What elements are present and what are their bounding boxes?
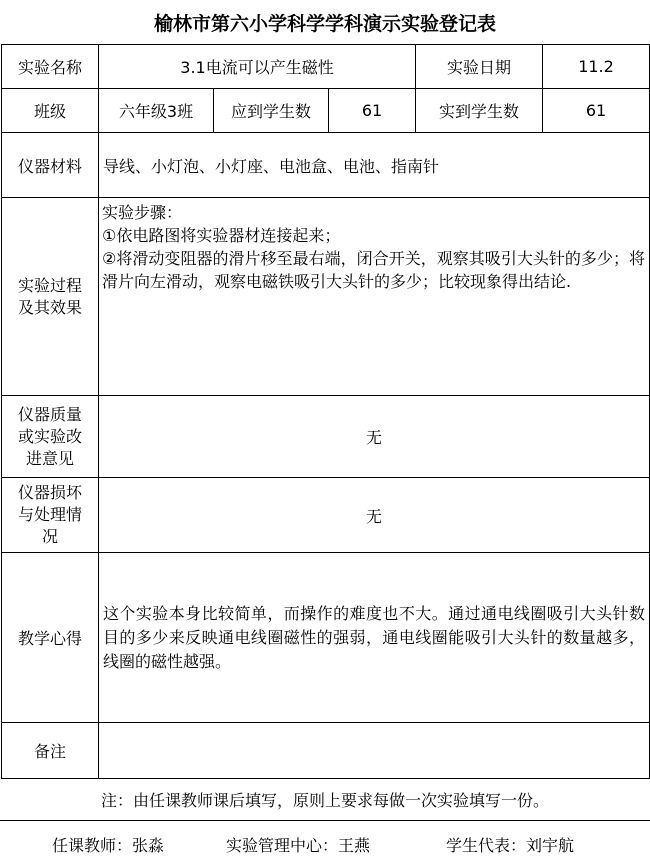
form-note: 注：由任课教师课后填写，原则上要求每做一次实验填写一份。: [0, 778, 650, 821]
experiment-name-label: 实验名称: [2, 45, 99, 89]
process-text-line: 实验步骤：: [102, 203, 183, 222]
row-quality: [2, 396, 650, 478]
registration-table: [1, 44, 650, 779]
center-signature: 实验管理中心：王燕: [226, 836, 371, 855]
row-experiment-name: [2, 45, 650, 89]
row-class: [2, 89, 650, 133]
row-materials: [2, 133, 650, 198]
experiment-date-value[interactable]: 11.2: [543, 45, 650, 89]
row-remarks: [2, 723, 650, 779]
class-value[interactable]: 六年级3班: [99, 89, 214, 133]
process-value[interactable]: [99, 198, 650, 396]
process-label: [2, 198, 99, 396]
damage-label-line: 仪器损坏: [17, 483, 82, 502]
experiment-date-label: 实验日期: [416, 45, 543, 89]
expected-students-value[interactable]: 61: [329, 89, 416, 133]
quality-value[interactable]: 无: [99, 396, 650, 478]
quality-label-line: 或实验改: [17, 426, 82, 446]
quality-label: [2, 396, 99, 478]
damage-value[interactable]: 无: [99, 478, 650, 553]
quality-label-line: 进意见: [25, 448, 74, 468]
signature-row: [0, 821, 650, 864]
materials-value[interactable]: 导线、小灯泡、小灯座、电池盒、电池、指南针: [99, 133, 650, 198]
reflection-label: 教学心得: [2, 553, 99, 723]
row-damage: [2, 478, 650, 553]
quality-label-line: 仪器质量: [17, 404, 82, 424]
class-label: 班级: [2, 89, 99, 133]
damage-label: [2, 478, 99, 553]
form-title: 榆林市第六小学科学学科演示实验登记表: [153, 12, 496, 35]
student-signature: 学生代表：刘宇航: [446, 836, 575, 855]
damage-label-line: 与处理情: [17, 505, 82, 524]
materials-label: 仪器材料: [2, 133, 99, 198]
teacher-signature: 任课教师：张淼: [52, 836, 165, 855]
process-label-line: 实验过程: [17, 275, 82, 295]
actual-students-value[interactable]: 61: [543, 89, 650, 133]
row-reflection: [2, 553, 650, 723]
process-text-line: ②将滑动变阻器的滑片移至最右端，闭合开关，观察其吸引大头针的多少；将滑片向左滑动，观察电磁铁吸引大头针的多少；比较现象得出结论.: [102, 249, 645, 291]
process-text-line: ①依电路图将实验器材连接起来；: [102, 226, 341, 245]
experiment-name-value[interactable]: 3.1电流可以产生磁性: [99, 45, 416, 89]
remarks-value[interactable]: [99, 723, 650, 779]
damage-label-line: 况: [41, 527, 58, 546]
row-process: [2, 198, 650, 396]
process-label-line: 及其效果: [17, 297, 82, 317]
remarks-label: 备注: [2, 723, 99, 779]
expected-students-label: 应到学生数: [214, 89, 329, 133]
actual-students-label: 实到学生数: [416, 89, 543, 133]
reflection-value[interactable]: 这个实验本身比较简单，而操作的难度也不大。通过通电线圈吸引大头针数目的多少来反映通电线圈磁性的强弱，通电线圈能吸引大头针的数量越多，线圈的磁性越强。: [99, 553, 650, 723]
